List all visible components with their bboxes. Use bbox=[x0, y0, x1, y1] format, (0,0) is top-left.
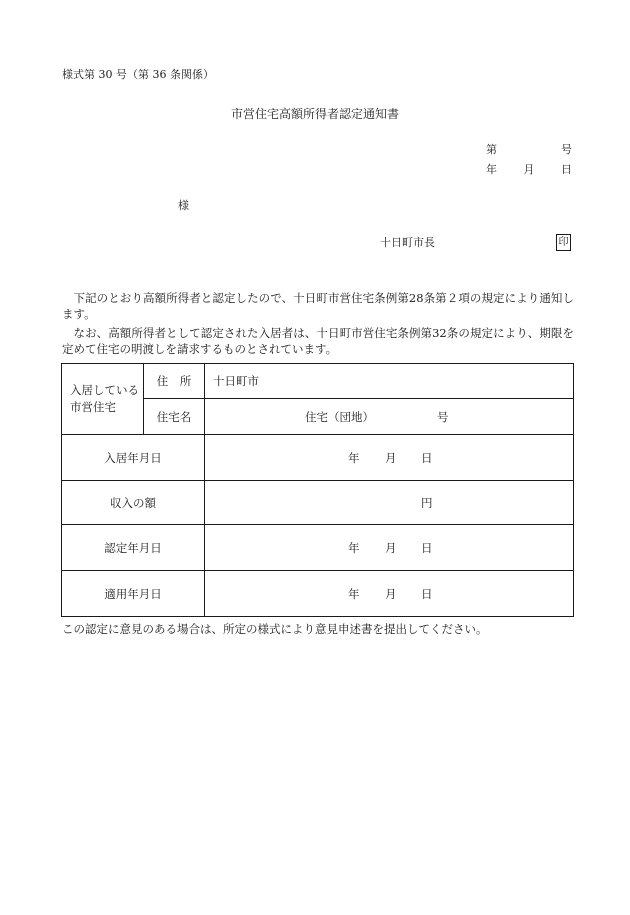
document-date-line bbox=[486, 163, 572, 177]
footer-note: この認定に意見のある場合は、所定の様式により意見申述書を提出してください。 bbox=[62, 622, 488, 636]
housing-name-label: 住宅名 bbox=[144, 399, 205, 435]
date-year: 年 bbox=[486, 163, 497, 176]
number-suffix: 号 bbox=[561, 143, 572, 156]
certified-day: 日 bbox=[421, 540, 433, 555]
applied-label: 適用年月日 bbox=[62, 571, 205, 617]
address-value: 十日町市 bbox=[205, 364, 574, 399]
income-value bbox=[205, 481, 574, 525]
issuer-name: 十日町市長 bbox=[380, 236, 435, 249]
housing-label: 入居している市営住宅 bbox=[62, 364, 144, 435]
body-paragraph-2: なお、高額所得者として認定された入居者は、十日町市営住宅条例第32条の規定により、期限を定めて住宅の明渡しを請求するものとされています。 bbox=[62, 326, 574, 356]
move-in-year: 年 bbox=[348, 450, 360, 465]
date-month: 月 bbox=[523, 163, 535, 176]
housing-name-unit: 号 bbox=[437, 409, 449, 424]
body-paragraph-1: 下記のとおり高額所得者と認定したので、十日町市営住宅条例第28条第２項の規定により通知します。 bbox=[62, 291, 574, 321]
table-row-income bbox=[62, 481, 574, 525]
certified-date bbox=[205, 525, 574, 571]
certified-month: 月 bbox=[385, 540, 397, 555]
income-unit: 円 bbox=[421, 495, 433, 510]
number-prefix: 第 bbox=[486, 143, 497, 156]
document-number-line bbox=[486, 143, 572, 157]
addressee-honorific: 様 bbox=[178, 199, 189, 212]
applied-date bbox=[205, 571, 574, 617]
move-in-date bbox=[205, 435, 574, 481]
certified-year: 年 bbox=[348, 540, 360, 555]
form-number: 様式第 30 号（第 36 条関係） bbox=[62, 68, 214, 81]
table-row-move-in bbox=[62, 435, 574, 481]
table-row-certified bbox=[62, 525, 574, 571]
move-in-day: 日 bbox=[421, 450, 433, 465]
certified-label: 認定年月日 bbox=[62, 525, 205, 571]
table-row-address bbox=[62, 364, 574, 399]
table-row-applied bbox=[62, 571, 574, 617]
housing-name-value bbox=[205, 399, 574, 435]
date-day: 日 bbox=[561, 163, 572, 176]
income-label: 収入の額 bbox=[62, 481, 205, 525]
address-label: 住 所 bbox=[144, 364, 205, 399]
document-title: 市営住宅高額所得者認定通知書 bbox=[230, 107, 399, 121]
seal-mark: 印 bbox=[556, 234, 571, 251]
applied-year: 年 bbox=[348, 586, 360, 601]
applied-day: 日 bbox=[421, 586, 433, 601]
housing-name-text: 住宅（団地） bbox=[305, 409, 374, 424]
move-in-month: 月 bbox=[385, 450, 397, 465]
certification-table bbox=[61, 363, 574, 617]
applied-month: 月 bbox=[385, 586, 397, 601]
move-in-label: 入居年月日 bbox=[62, 435, 205, 481]
